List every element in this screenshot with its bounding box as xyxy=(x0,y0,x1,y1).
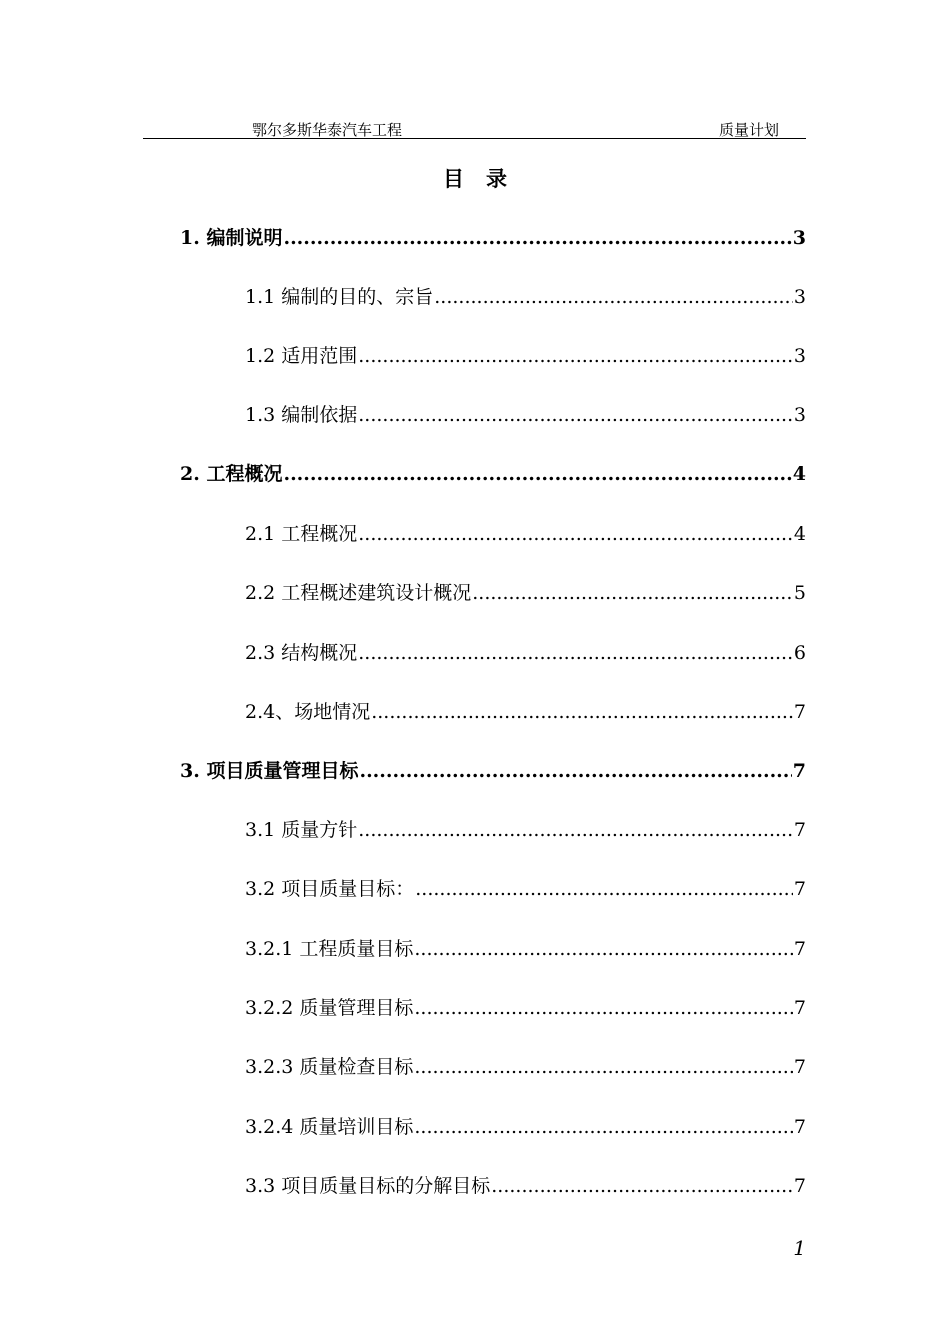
toc-entry-label: 3.2.3 质量检查目标 xyxy=(245,1056,414,1078)
toc-entry[interactable] xyxy=(245,1113,806,1141)
toc-entry-page: 3 xyxy=(793,286,806,308)
toc-leader-dots xyxy=(414,935,793,963)
toc-entry[interactable] xyxy=(245,283,806,311)
toc-entry[interactable] xyxy=(245,639,806,667)
toc-leader-dots xyxy=(283,460,791,488)
toc-entry-label: 3.1 质量方针 xyxy=(245,819,358,841)
toc-leader-dots xyxy=(414,994,793,1022)
toc-entry-label: 1.2 适用范围 xyxy=(245,345,358,367)
toc-entry-label: 1.3 编制依据 xyxy=(245,404,358,426)
toc-entry-page: 3 xyxy=(793,404,806,426)
header-document-name: 鄂尔多斯华泰汽车工程 xyxy=(252,121,403,139)
toc-entry[interactable] xyxy=(245,875,806,903)
toc-entry[interactable] xyxy=(245,816,806,844)
toc-entry[interactable] xyxy=(245,579,806,607)
toc-entry-label: 1.1 编制的目的、宗旨 xyxy=(245,286,434,308)
page-number: 1 xyxy=(793,1236,806,1260)
toc-entry-label: 2. 工程概况 xyxy=(180,463,283,485)
toc-entry-label: 3.2.4 质量培训目标 xyxy=(245,1116,414,1138)
toc-entry-label: 2.4、场地情况 xyxy=(245,701,371,723)
toc-leader-dots xyxy=(358,639,793,667)
toc-entry[interactable] xyxy=(180,757,806,785)
toc-entry-page: 7 xyxy=(793,1175,806,1197)
toc-entry-page: 7 xyxy=(793,938,806,960)
toc-entry-page: 7 xyxy=(793,819,806,841)
toc-entry[interactable] xyxy=(245,342,806,370)
toc-leader-dots xyxy=(358,342,793,370)
toc-leader-dots xyxy=(359,757,791,785)
toc-entry-page: 3 xyxy=(793,345,806,367)
toc-leader-dots xyxy=(472,579,793,607)
toc-entry-page: 7 xyxy=(793,878,806,900)
toc-entry-page: 7 xyxy=(793,1116,806,1138)
toc-entry-page: 3 xyxy=(792,227,806,249)
toc-entry-label: 3.2.1 工程质量目标 xyxy=(245,938,414,960)
toc-leader-dots xyxy=(434,283,793,311)
toc-entry-page: 5 xyxy=(793,582,806,604)
toc-leader-dots xyxy=(283,224,791,252)
toc-title: 目录 xyxy=(443,166,529,191)
toc-leader-dots xyxy=(414,1113,793,1141)
toc-leader-dots xyxy=(415,875,793,903)
toc-entry[interactable] xyxy=(180,460,806,488)
toc-entry[interactable] xyxy=(245,401,806,429)
toc-entry-label: 2.3 结构概况 xyxy=(245,642,358,664)
toc-entry-label: 2.2 工程概述建筑设计概况 xyxy=(245,582,472,604)
toc-entry-page: 4 xyxy=(793,523,806,545)
toc-leader-dots xyxy=(414,1053,793,1081)
toc-entry[interactable] xyxy=(245,698,806,726)
toc-entry-label: 3.2.2 质量管理目标 xyxy=(245,997,414,1019)
toc-entry-label: 1. 编制说明 xyxy=(180,227,283,249)
toc-entry-page: 6 xyxy=(793,642,806,664)
toc-entry-label: 3.2 项目质量目标： xyxy=(245,878,415,900)
toc-leader-dots xyxy=(358,816,793,844)
toc-entry-page: 7 xyxy=(793,1056,806,1078)
toc-leader-dots xyxy=(358,401,793,429)
toc-entry-page: 4 xyxy=(792,463,806,485)
toc-entry[interactable] xyxy=(245,1053,806,1081)
toc-entry-page: 7 xyxy=(793,701,806,723)
toc-entry-label: 2.1 工程概况 xyxy=(245,523,358,545)
toc-leader-dots xyxy=(491,1172,793,1200)
toc-entry-page: 7 xyxy=(793,997,806,1019)
toc-entry[interactable] xyxy=(245,994,806,1022)
toc-entry-page: 7 xyxy=(792,760,806,782)
toc-leader-dots xyxy=(371,698,793,726)
toc-entry[interactable] xyxy=(245,935,806,963)
toc-entry[interactable] xyxy=(245,520,806,548)
header-document-type: 质量计划 xyxy=(718,121,779,139)
toc-entry-label: 3. 项目质量管理目标 xyxy=(180,760,359,782)
toc-entry[interactable] xyxy=(180,224,806,252)
toc-leader-dots xyxy=(358,520,793,548)
toc-entry[interactable] xyxy=(245,1172,806,1200)
toc-entry-label: 3.3 项目质量目标的分解目标 xyxy=(245,1175,491,1197)
